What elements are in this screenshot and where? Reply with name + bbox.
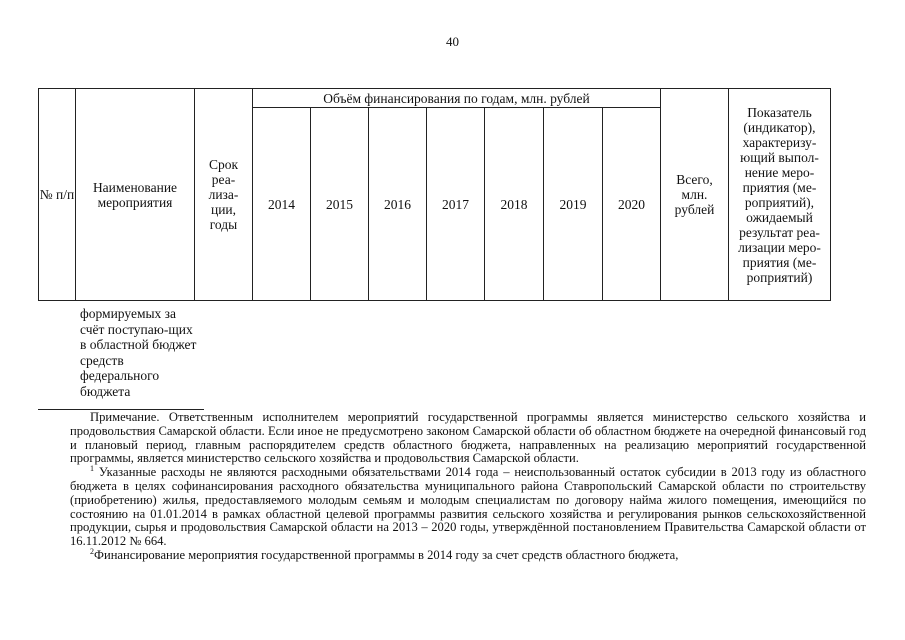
notes-section xyxy=(70,411,866,563)
footnote-2 xyxy=(70,546,866,563)
footnote-1-mark: 1 xyxy=(90,464,94,473)
page-number: 40 xyxy=(446,34,459,49)
financing-table xyxy=(38,88,831,301)
year-cell: 2019 xyxy=(544,108,603,301)
footnote-2-mark: 2 xyxy=(90,546,94,556)
year-cell: 2017 xyxy=(427,108,485,301)
footnote-1-text: Указанные расходы не являются расходными обязательствами 2014 года – неиспользованный остаток субсидии в 2013 году из областного бюджета в целях софинансирования расходного обязательства муниципального района Ставропольский Самарской области по строительству (приобретению) жилья, предоставляемого молодым семьям и молодым специалистам по договору найма жилого помещения, имеющийся по состоянию на 01.01.2014 в рамках областной целевой программы развития сельского хозяйства и регулирования рынков сельскохозяйственной продукции, сырья и продовольствия Самарской области на 2013 – 2020 годы, утверждённой постановлением Правительства Самарской области от 16.11.2012 № 664. xyxy=(70,465,866,549)
header-cell-funding: Объём финансирования по годам, млн. рублей xyxy=(253,89,661,108)
year-cell: 2016 xyxy=(369,108,427,301)
year-cell: 2015 xyxy=(311,108,369,301)
header-cell-number: № п/п xyxy=(39,89,76,301)
header-cell-name: Наименование мероприятия xyxy=(76,89,195,301)
footnote-1 xyxy=(70,466,866,549)
year-cell: 2018 xyxy=(485,108,544,301)
header-cell-total: Всего, млн. рублей xyxy=(661,89,729,301)
footnote-2-text: Финансирование мероприятия государственной программы в 2014 году за счет средств областного бюджета, xyxy=(94,547,679,562)
header-cell-indicator: Показатель (индикатор), характеризу-ющий выпол-нение меро-приятия (ме-роприятий), ожидаемый результат реа-лизации меро-приятия (ме-роприятий) xyxy=(729,89,831,301)
continuation-text: формируемых за счёт поступаю-щих в областной бюджет средств федерального бюджета xyxy=(80,306,197,399)
year-cell: 2020 xyxy=(603,108,661,301)
note-main: Примечание. Ответственным исполнителем мероприятий государственной программы является министерство сельского хозяйства и продовольствия Самарской области. Если иное не предусмотрено законом Самарской области об областном бюджете на очередной финансовый год и плановый период, главным распорядителем средств областного бюджета, направленных на реализацию мероприятий государственной программы, является министерство сельского хозяйства и продовольствия Самарской области. xyxy=(70,410,866,466)
header-cell-term: Срок реа-лиза-ции, годы xyxy=(195,89,253,301)
year-cell: 2014 xyxy=(253,108,311,301)
